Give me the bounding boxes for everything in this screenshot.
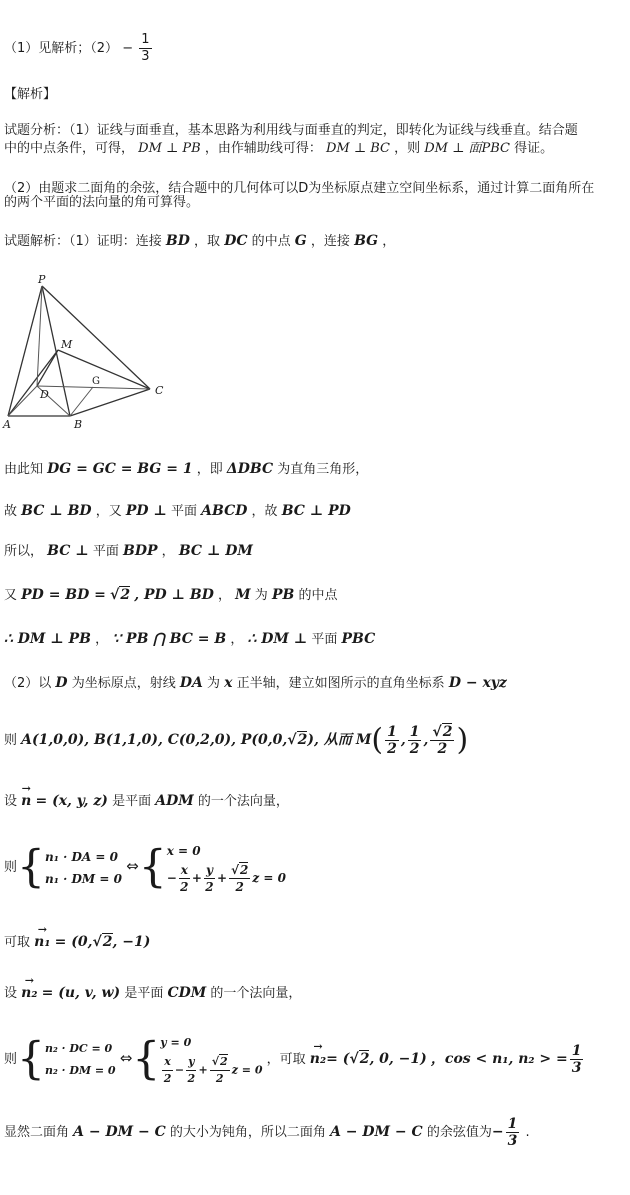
edge-MD: [37, 350, 58, 386]
text: 的大小为钝角，所以二面角: [169, 1125, 326, 1140]
math: = 0: [241, 1063, 263, 1077]
radical-sign: √: [110, 587, 120, 603]
text: 正半轴，建立如图所示的直角坐标系: [236, 676, 445, 691]
fraction: [408, 724, 422, 757]
math: +: [198, 1063, 208, 1077]
sqrt: [212, 1054, 228, 1070]
math: DM ⊥ PB: [138, 141, 201, 156]
math: x: [224, 675, 233, 691]
denominator: 2: [163, 1072, 172, 1085]
math: z: [252, 871, 260, 885]
denominator: 2: [387, 741, 397, 757]
math: , PD ⊥ BD: [134, 587, 214, 603]
analysis-line-3: （2）由题求二面角的余弦，结合题中的几何体可以D为坐标原点建立空间坐标系，通过计算二面角所在: [4, 181, 595, 196]
fraction: [570, 1043, 584, 1076]
edge-PC: [42, 286, 150, 389]
math: ,: [400, 732, 406, 748]
sqrt: [349, 1036, 369, 1082]
sqrt: [231, 862, 248, 878]
radical-sign: √: [92, 934, 102, 950]
radical-sign: √: [349, 1051, 359, 1067]
text: 的中点: [298, 588, 338, 603]
solution-line-1: [4, 232, 395, 251]
fraction: [430, 724, 454, 757]
radical-sign: √: [211, 1055, 220, 1068]
radical-sign: √: [287, 732, 297, 748]
answer-text: （1）见解析；（2）: [4, 41, 119, 56]
text: 为直角三角形，: [277, 462, 369, 477]
math: BDP: [123, 543, 158, 559]
system-left: [45, 846, 122, 890]
math: M: [235, 587, 251, 603]
math: = (u, v, w): [41, 985, 121, 1001]
math: = (x, y, z): [35, 793, 108, 809]
denominator: 2: [187, 1072, 196, 1085]
radicand: 2: [240, 863, 249, 877]
text: 设: [4, 794, 18, 809]
eq-row: n₂ · DM = 0: [45, 1063, 116, 1077]
numerator: x: [180, 863, 188, 877]
numerator: [430, 724, 454, 741]
math: CDM: [167, 985, 207, 1001]
text: 试题解析：（1）证明：连接: [4, 234, 162, 249]
fraction: [179, 862, 190, 895]
solution-line-6: [4, 630, 375, 649]
brace: {: [17, 1033, 46, 1085]
label-G: G: [92, 376, 100, 387]
analysis-line-1: 试题分析：（1）证线与面垂直，基本思路为利用线与面垂直的判定，即转化为证线与线垂直。结合题: [4, 123, 578, 138]
text: ，故: [251, 504, 278, 519]
math: DA: [179, 675, 203, 691]
text: 可取: [4, 935, 31, 950]
math: BC ⊥: [47, 543, 89, 559]
fraction: [186, 1054, 196, 1087]
eq-row: x = 0: [166, 844, 201, 858]
math: D − xyz: [448, 675, 507, 691]
label-A: A: [3, 418, 11, 431]
radical-sign: √: [432, 724, 442, 740]
denominator: 3: [571, 1060, 582, 1076]
coordinates-line: [4, 722, 468, 759]
denominator: 2: [180, 880, 189, 894]
edge-MA: [8, 350, 58, 416]
text: 则: [4, 1052, 18, 1067]
math: = (: [326, 1051, 350, 1067]
denominator: 2: [437, 741, 448, 757]
math: G: [294, 233, 307, 249]
fraction: [204, 862, 215, 895]
text: ，又: [95, 504, 122, 519]
numerator: y: [205, 863, 213, 877]
label-C: C: [155, 384, 164, 397]
text: 故: [4, 504, 18, 519]
system-left: [45, 1038, 116, 1082]
text: 平面: [311, 632, 338, 647]
eq-row: n₁ · DA = 0: [45, 849, 119, 864]
numerator: 1: [507, 1116, 518, 1132]
text: （2）以: [4, 676, 52, 691]
system-right: [160, 1032, 262, 1087]
text: ，即: [196, 462, 223, 477]
answer-den: 3: [141, 49, 150, 64]
brace: {: [17, 841, 46, 893]
text: 平面: [92, 544, 119, 559]
text: ，: [161, 544, 175, 559]
math: −: [174, 1063, 185, 1077]
label-D: D: [40, 388, 49, 401]
sqrt: [92, 928, 112, 956]
text: ，连接: [310, 234, 350, 249]
pyramid-figure: [0, 272, 190, 432]
math: BD: [165, 233, 190, 249]
math: DM ⊥ BC: [325, 141, 390, 156]
brace: {: [132, 1033, 161, 1085]
iff-symbol: ⇔: [126, 857, 139, 875]
vector-n: → n: [21, 792, 31, 810]
text: 得证。: [514, 141, 554, 156]
eq-row: [167, 862, 286, 895]
math: −: [166, 871, 177, 885]
math: , 0, −1): [369, 1051, 427, 1067]
math: ∵ PB ⋂ BC = B: [112, 631, 227, 647]
system-2: [4, 1032, 585, 1087]
edge-PA: [8, 286, 42, 416]
math: ABCD: [201, 503, 248, 519]
normal-vector-1-line: [4, 792, 289, 811]
radicand: 2: [297, 732, 308, 748]
analysis-line-4: 的两个平面的法向量的角可算得。: [4, 195, 200, 210]
math: −: [491, 1124, 504, 1140]
brace: {: [138, 841, 167, 893]
math: BG: [354, 233, 379, 249]
text: 的中点: [251, 234, 291, 249]
math: +: [216, 871, 228, 885]
edge-BC: [70, 389, 150, 416]
paren: (: [371, 722, 384, 758]
math: ∴ DM ⊥ PB: [4, 631, 91, 647]
eq-row: [160, 1054, 262, 1087]
normal-vector-2-line: [4, 984, 301, 1003]
system-right: [167, 840, 286, 895]
math: ∴ DM ⊥: [247, 631, 308, 647]
cosine-expr: ，cos < n₁, n₂ > =: [430, 1051, 568, 1067]
math: A − DM − C: [73, 1124, 166, 1140]
math: BC ⊥ PD: [281, 503, 351, 519]
denominator: 2: [205, 880, 214, 894]
solution-line-2: [4, 460, 368, 479]
math: ADM: [155, 793, 194, 809]
math: D: [55, 675, 68, 691]
math: ΔDBC: [226, 461, 274, 477]
text: ，由作辅助线可得：: [204, 141, 322, 156]
math: = 0: [263, 871, 287, 885]
eq-row: y = 0: [160, 1036, 192, 1049]
denominator: 3: [507, 1133, 518, 1149]
math: , −1): [112, 934, 151, 950]
text: 为: [207, 676, 221, 691]
math: BC ⊥ DM: [178, 543, 253, 559]
part2-line: [4, 674, 507, 693]
edge-MC: [58, 350, 150, 389]
math: = (0,: [54, 934, 93, 950]
numerator: y: [186, 1054, 196, 1071]
radicand: 2: [442, 724, 453, 740]
solution-line-4: [4, 542, 253, 561]
math: A − DM − C: [330, 1124, 423, 1140]
text: 是平面: [112, 794, 152, 809]
text: 是平面: [124, 986, 164, 1001]
fraction: [162, 1054, 173, 1087]
text: 由此知: [4, 462, 44, 477]
math: DM ⊥ 面PBC: [424, 141, 510, 156]
text: ，: [217, 588, 231, 603]
fraction: [506, 1116, 520, 1149]
text: 的余弦值为: [426, 1125, 492, 1140]
choose-n1-line: [4, 928, 150, 957]
answer-num: 1: [141, 32, 150, 47]
radicand: 2: [120, 587, 131, 603]
denominator: 2: [409, 741, 420, 757]
denominator: 2: [215, 1072, 224, 1085]
numerator: 1: [571, 1043, 582, 1059]
text: 的一个法向量，: [210, 986, 302, 1001]
label-P: P: [38, 273, 46, 286]
denominator: 2: [235, 880, 244, 894]
math: A(1,0,0), B(1,1,0), C(0,2,0), P(0,0,: [21, 732, 288, 748]
vector-n2: → n₂: [310, 1036, 326, 1082]
text: 则: [4, 733, 18, 748]
text: 为: [254, 588, 268, 603]
radicand: 2: [102, 934, 113, 950]
fraction: [229, 862, 250, 895]
text: 又: [4, 588, 18, 603]
math: ,: [423, 732, 429, 748]
math: PD = BD =: [21, 587, 106, 603]
fraction: [385, 724, 399, 757]
vector-n2: → n₂: [21, 984, 37, 1002]
math: +: [191, 871, 202, 885]
eq-row: n₁ · DM = 0: [45, 871, 122, 886]
text: ，: [95, 632, 109, 647]
text: ，: [230, 632, 244, 647]
numerator: 1: [387, 724, 397, 740]
label-M: M: [61, 338, 73, 351]
math: PB: [271, 587, 295, 603]
math: DG = GC = BG = 1: [47, 461, 193, 477]
math: BC ⊥ BD: [21, 503, 92, 519]
numerator: x: [162, 1054, 173, 1071]
math: ), 从而: [307, 732, 352, 748]
sqrt: [287, 722, 307, 758]
text: 显然二面角: [4, 1125, 70, 1140]
solution-line-5: [4, 586, 337, 605]
numerator: [229, 862, 250, 879]
text: 中的中点条件，可得，: [4, 141, 135, 156]
system-1: [4, 840, 286, 895]
heading: 【解析】: [4, 87, 57, 102]
numerator: [210, 1054, 230, 1071]
text: 则: [4, 860, 18, 875]
math: z: [231, 1063, 238, 1077]
math: DC: [224, 233, 248, 249]
text: 所以，: [4, 544, 44, 559]
sqrt: [110, 586, 130, 604]
numerator: 1: [409, 724, 420, 740]
radicand: 2: [220, 1055, 228, 1068]
eq-row: n₂ · DC = 0: [45, 1041, 113, 1055]
answer-fraction: [139, 32, 151, 65]
answer-line: [4, 32, 154, 65]
text: ，则: [394, 141, 421, 156]
solution-line-3: [4, 502, 351, 521]
vector-n1: → n₁: [34, 928, 50, 956]
text: ，可取: [266, 1052, 306, 1067]
paren: ): [456, 722, 469, 758]
text: ，取: [194, 234, 221, 249]
text: 为坐标原点，射线: [71, 676, 176, 691]
answer-minus: −: [122, 41, 134, 56]
sqrt: [432, 724, 452, 740]
iff-symbol: ⇔: [119, 1049, 133, 1067]
text: 的一个法向量，: [197, 794, 289, 809]
text: ，: [382, 234, 396, 249]
math: PBC: [341, 631, 376, 647]
text: .: [525, 1125, 530, 1140]
final-line: [4, 1112, 530, 1153]
math: PD ⊥: [125, 503, 167, 519]
fraction: [210, 1054, 230, 1087]
label-B: B: [74, 418, 83, 431]
analysis-line-2: [4, 140, 553, 158]
radical-sign: √: [231, 863, 240, 877]
math: M: [355, 732, 372, 748]
text: 平面: [170, 504, 197, 519]
radicand: 2: [359, 1051, 370, 1067]
text: 设: [4, 986, 18, 1001]
